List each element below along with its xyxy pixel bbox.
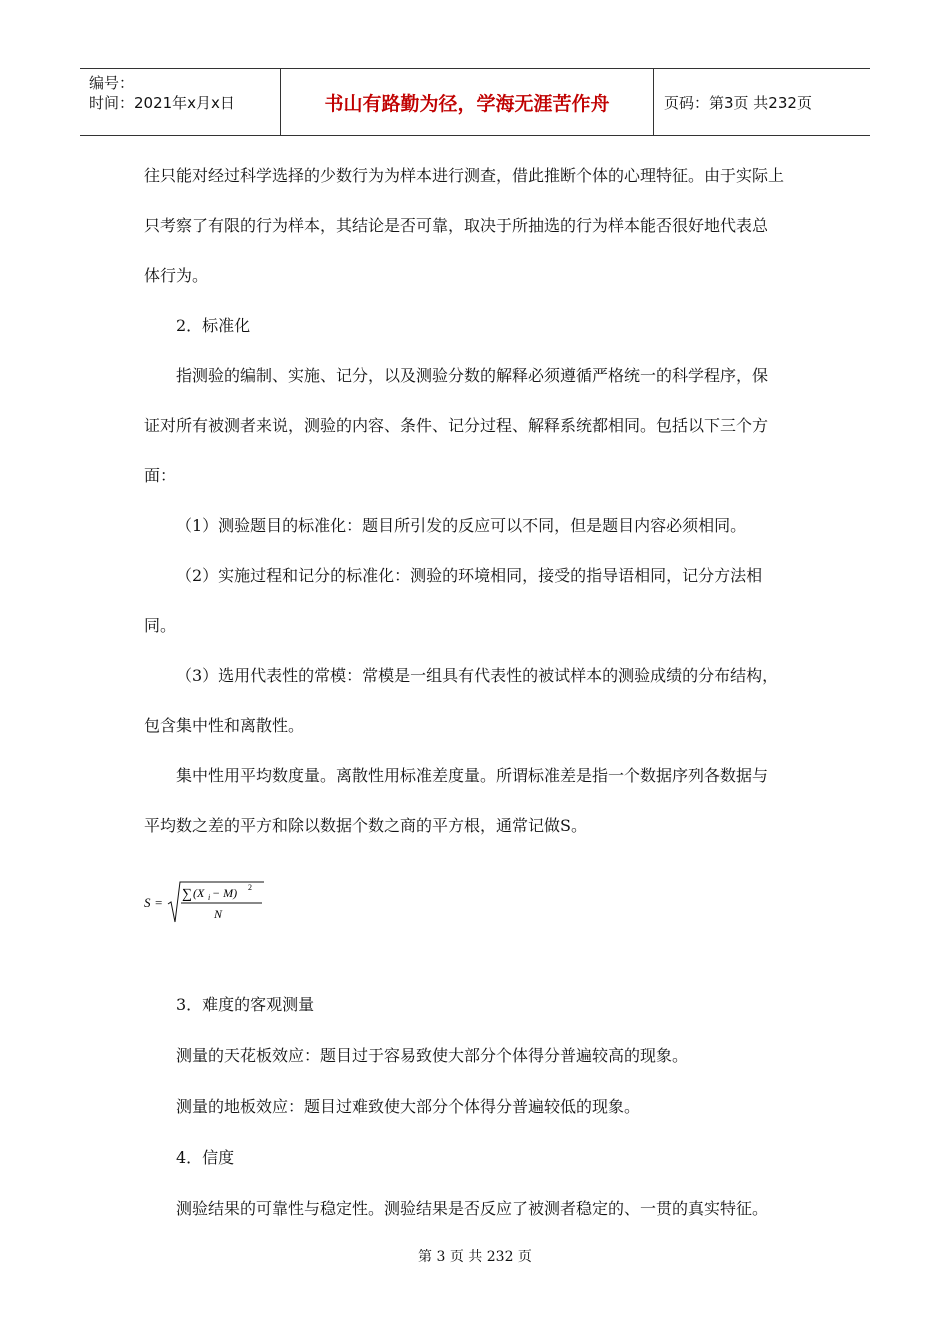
footer-page-number: 第 3 页 共 232 页: [418, 1249, 532, 1265]
formula-subscript: i: [208, 893, 211, 902]
list-item-continuation: 同。: [144, 616, 177, 635]
document-header: [80, 68, 870, 136]
formula-minus-mean: − M): [212, 886, 238, 900]
page-label: 页码：第3页 共232页: [664, 93, 812, 112]
paragraph-line: 体行为。: [144, 266, 209, 285]
list-item: （3）选用代表性的常模：常模是一组具有代表性的被试样本的测验成绩的分布结构，: [176, 666, 779, 685]
paragraph-line: 指测验的编制、实施、记分，以及测验分数的解释必须遵循严格统一的科学程序，保: [176, 366, 769, 385]
formula-denominator: N: [214, 907, 223, 921]
paragraph-line: 测量的地板效应：题目过难致使大部分个体得分普遍较低的现象。: [176, 1097, 641, 1116]
paragraph-line: 只考察了有限的行为样本，其结论是否可靠，取决于所抽选的行为样本能否很好地代表总: [144, 216, 769, 235]
time-label: 时间：2021年x月x日: [89, 94, 235, 112]
paragraph-line: 集中性用平均数度量。离散性用标准差度量。所谓标准差是指一个数据序列各数据与: [176, 766, 769, 785]
number-label: 编号：: [89, 74, 135, 92]
list-item: （1）测验题目的标准化：题目所引发的反应可以不同，但是题目内容必须相同。: [176, 516, 747, 535]
formula-numerator: (X: [193, 886, 205, 900]
header-page-cell: [654, 69, 870, 135]
paragraph-line: 测量的天花板效应：题目过于容易致使大部分个体得分普遍较高的现象。: [176, 1046, 689, 1065]
page-footer: [0, 1246, 950, 1266]
section-heading: 4．信度: [176, 1148, 235, 1167]
paragraph-line: 面：: [144, 466, 177, 485]
formula-equals: =: [155, 895, 163, 910]
paragraph-line: 平均数之差的平方和除以数据个数之商的平方根，通常记做S。: [144, 816, 587, 835]
formula-sum: ∑: [182, 887, 192, 902]
paragraph-line: 测验结果的可靠性与稳定性。测验结果是否反应了被测者稳定的、一贯的真实特征。: [176, 1199, 769, 1218]
section-heading: 3．难度的客观测量: [176, 995, 315, 1014]
standard-deviation-formula: [144, 876, 269, 926]
header-motto-cell: [281, 69, 654, 135]
list-item: （2）实施过程和记分的标准化：测验的环境相同，接受的指导语相同，记分方法相: [176, 566, 763, 585]
header-meta-cell: [80, 69, 281, 135]
paragraph-line: 往只能对经过科学选择的少数行为为样本进行测查，借此推断个体的心理特征。由于实际上: [144, 166, 785, 185]
section-heading: 2．标准化: [176, 316, 251, 335]
list-item-continuation: 包含集中性和离散性。: [144, 716, 305, 735]
formula-lhs: S: [144, 895, 151, 910]
paragraph-line: 证对所有被测者来说，测验的内容、条件、记分过程、解释系统都相同。包括以下三个方: [144, 416, 769, 435]
formula-superscript: 2: [248, 883, 252, 892]
motto-text: 书山有路勤为径，学海无涯苦作舟: [324, 92, 610, 115]
